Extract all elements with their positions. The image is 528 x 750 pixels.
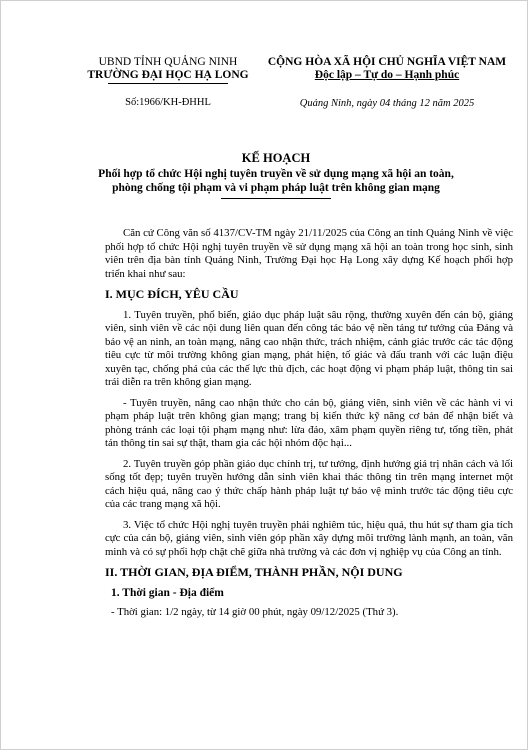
issuer-underline bbox=[108, 83, 228, 84]
section-1-paragraph-4: 3. Việc tổ chức Hội nghị tuyên truyền phải nghiêm túc, hiệu quả, thu hút sự tham gia tích cực của cán bộ, giảng viên, sinh viên góp phần xây dựng môi trường lành mạnh, an toàn, văn minh và có sự phối hợp chặt chẽ giữa nhà trường và các đơn vị nghiệp vụ của Công an tỉnh. bbox=[105, 518, 513, 558]
document-title: KẾ HOẠCH bbox=[241, 151, 311, 165]
issuer-parent: UBND TỈNH QUẢNG NINH bbox=[98, 56, 238, 68]
issuer-name: TRƯỜNG ĐẠI HỌC HẠ LONG bbox=[87, 69, 249, 81]
subtitle-line-1: Phối hợp tổ chức Hội nghị tuyên truyền về sử dụng mạng xã hội an toàn, bbox=[98, 168, 454, 180]
subtitle-line-2: phòng chống tội phạm và vi phạm pháp luật trên không gian mạng bbox=[112, 182, 440, 194]
section-2-time: - Thời gian: 1/2 ngày, từ 14 giờ 00 phút, ngày 09/12/2025 (Thứ 3). bbox=[111, 606, 399, 618]
section-1-paragraph-3: 2. Tuyên truyền góp phần giáo dục chính trị, tư tưởng, định hướng giá trị nhân cách và lối sống tốt đẹp; tuyên truyền hướng dẫn sinh viên khai thác thông tin trên mạng internet một cách hiệu quả, nâng cao ý thức chấp hành pháp luật tự bảo vệ mình trước tác động tiêu cực của các trang mạng xã hội. bbox=[105, 457, 513, 510]
national-motto-block bbox=[257, 56, 517, 82]
national-motto: Độc lập – Tự do – Hạnh phúc bbox=[314, 69, 460, 81]
national-name: CỘNG HÒA XÃ HỘI CHỦ NGHĨA VIỆT NAM bbox=[267, 56, 507, 68]
section-1-paragraph-2: - Tuyên truyền, nâng cao nhận thức cho cán bộ, giảng viên, sinh viên về các hành vi vi phạm pháp luật trên không gian mạng; trang bị kiến thức kỹ năng cơ bản để nhận biết và phòng tránh các loại tội phạm mạng như: lừa đảo, xâm phạm quyền riêng tư, tống tiền, phát tán thông tin sai sự thật, tham gia các hội nhóm độc hại... bbox=[105, 396, 513, 449]
subtitle-underline bbox=[221, 198, 331, 199]
section-1-heading: I. MỤC ĐÍCH, YÊU CẦU bbox=[105, 287, 239, 301]
document-subtitle bbox=[61, 167, 491, 199]
document-body bbox=[105, 227, 513, 620]
section-2-subheading-1: 1. Thời gian - Địa điểm bbox=[111, 586, 224, 599]
issuer-block bbox=[73, 56, 263, 84]
document-number: Số:1966/KH-ĐHHL bbox=[125, 97, 211, 108]
document-date: Quảng Ninh, ngày 04 tháng 12 năm 2025 bbox=[299, 98, 475, 109]
section-2-heading: II. THỜI GIAN, ĐỊA ĐIỂM, THÀNH PHẦN, NỘI DUNG bbox=[105, 565, 403, 579]
intro-paragraph: Căn cứ Công văn số 4137/CV-TM ngày 21/11/2025 của Công an tỉnh Quảng Ninh về việc phối hợp tổ chức Hội nghị tuyên truyền về sử dụng mạng xã hội an toàn trong học sinh, sinh viên trên địa bàn tỉnh Quảng Ninh, Trường Đại học Hạ Long xây dựng Kế hoạch phối hợp triển khai như sau: bbox=[105, 227, 513, 280]
section-1-paragraph-1: 1. Tuyên truyền, phổ biến, giáo dục pháp luật sâu rộng, thường xuyên đến cán bộ, giảng viên, sinh viên về các nội dung liên quan đến công tác bảo vệ nền tảng tư tưởng của Đảng và bảo vệ an ninh, an toàn mạng, nâng cao nhận thức, trách nhiệm, cảnh giác trước các tác động tiêu cực từ môi trường không gian mạng, phát hiện, tố giác và đấu tranh với các luận điệu xuyên tạc, chống phá của các thế lực thù địch, các hoạt động vi phạm pháp luật, thông tin sai trái diễn ra trên không gian mạng. bbox=[105, 308, 513, 388]
